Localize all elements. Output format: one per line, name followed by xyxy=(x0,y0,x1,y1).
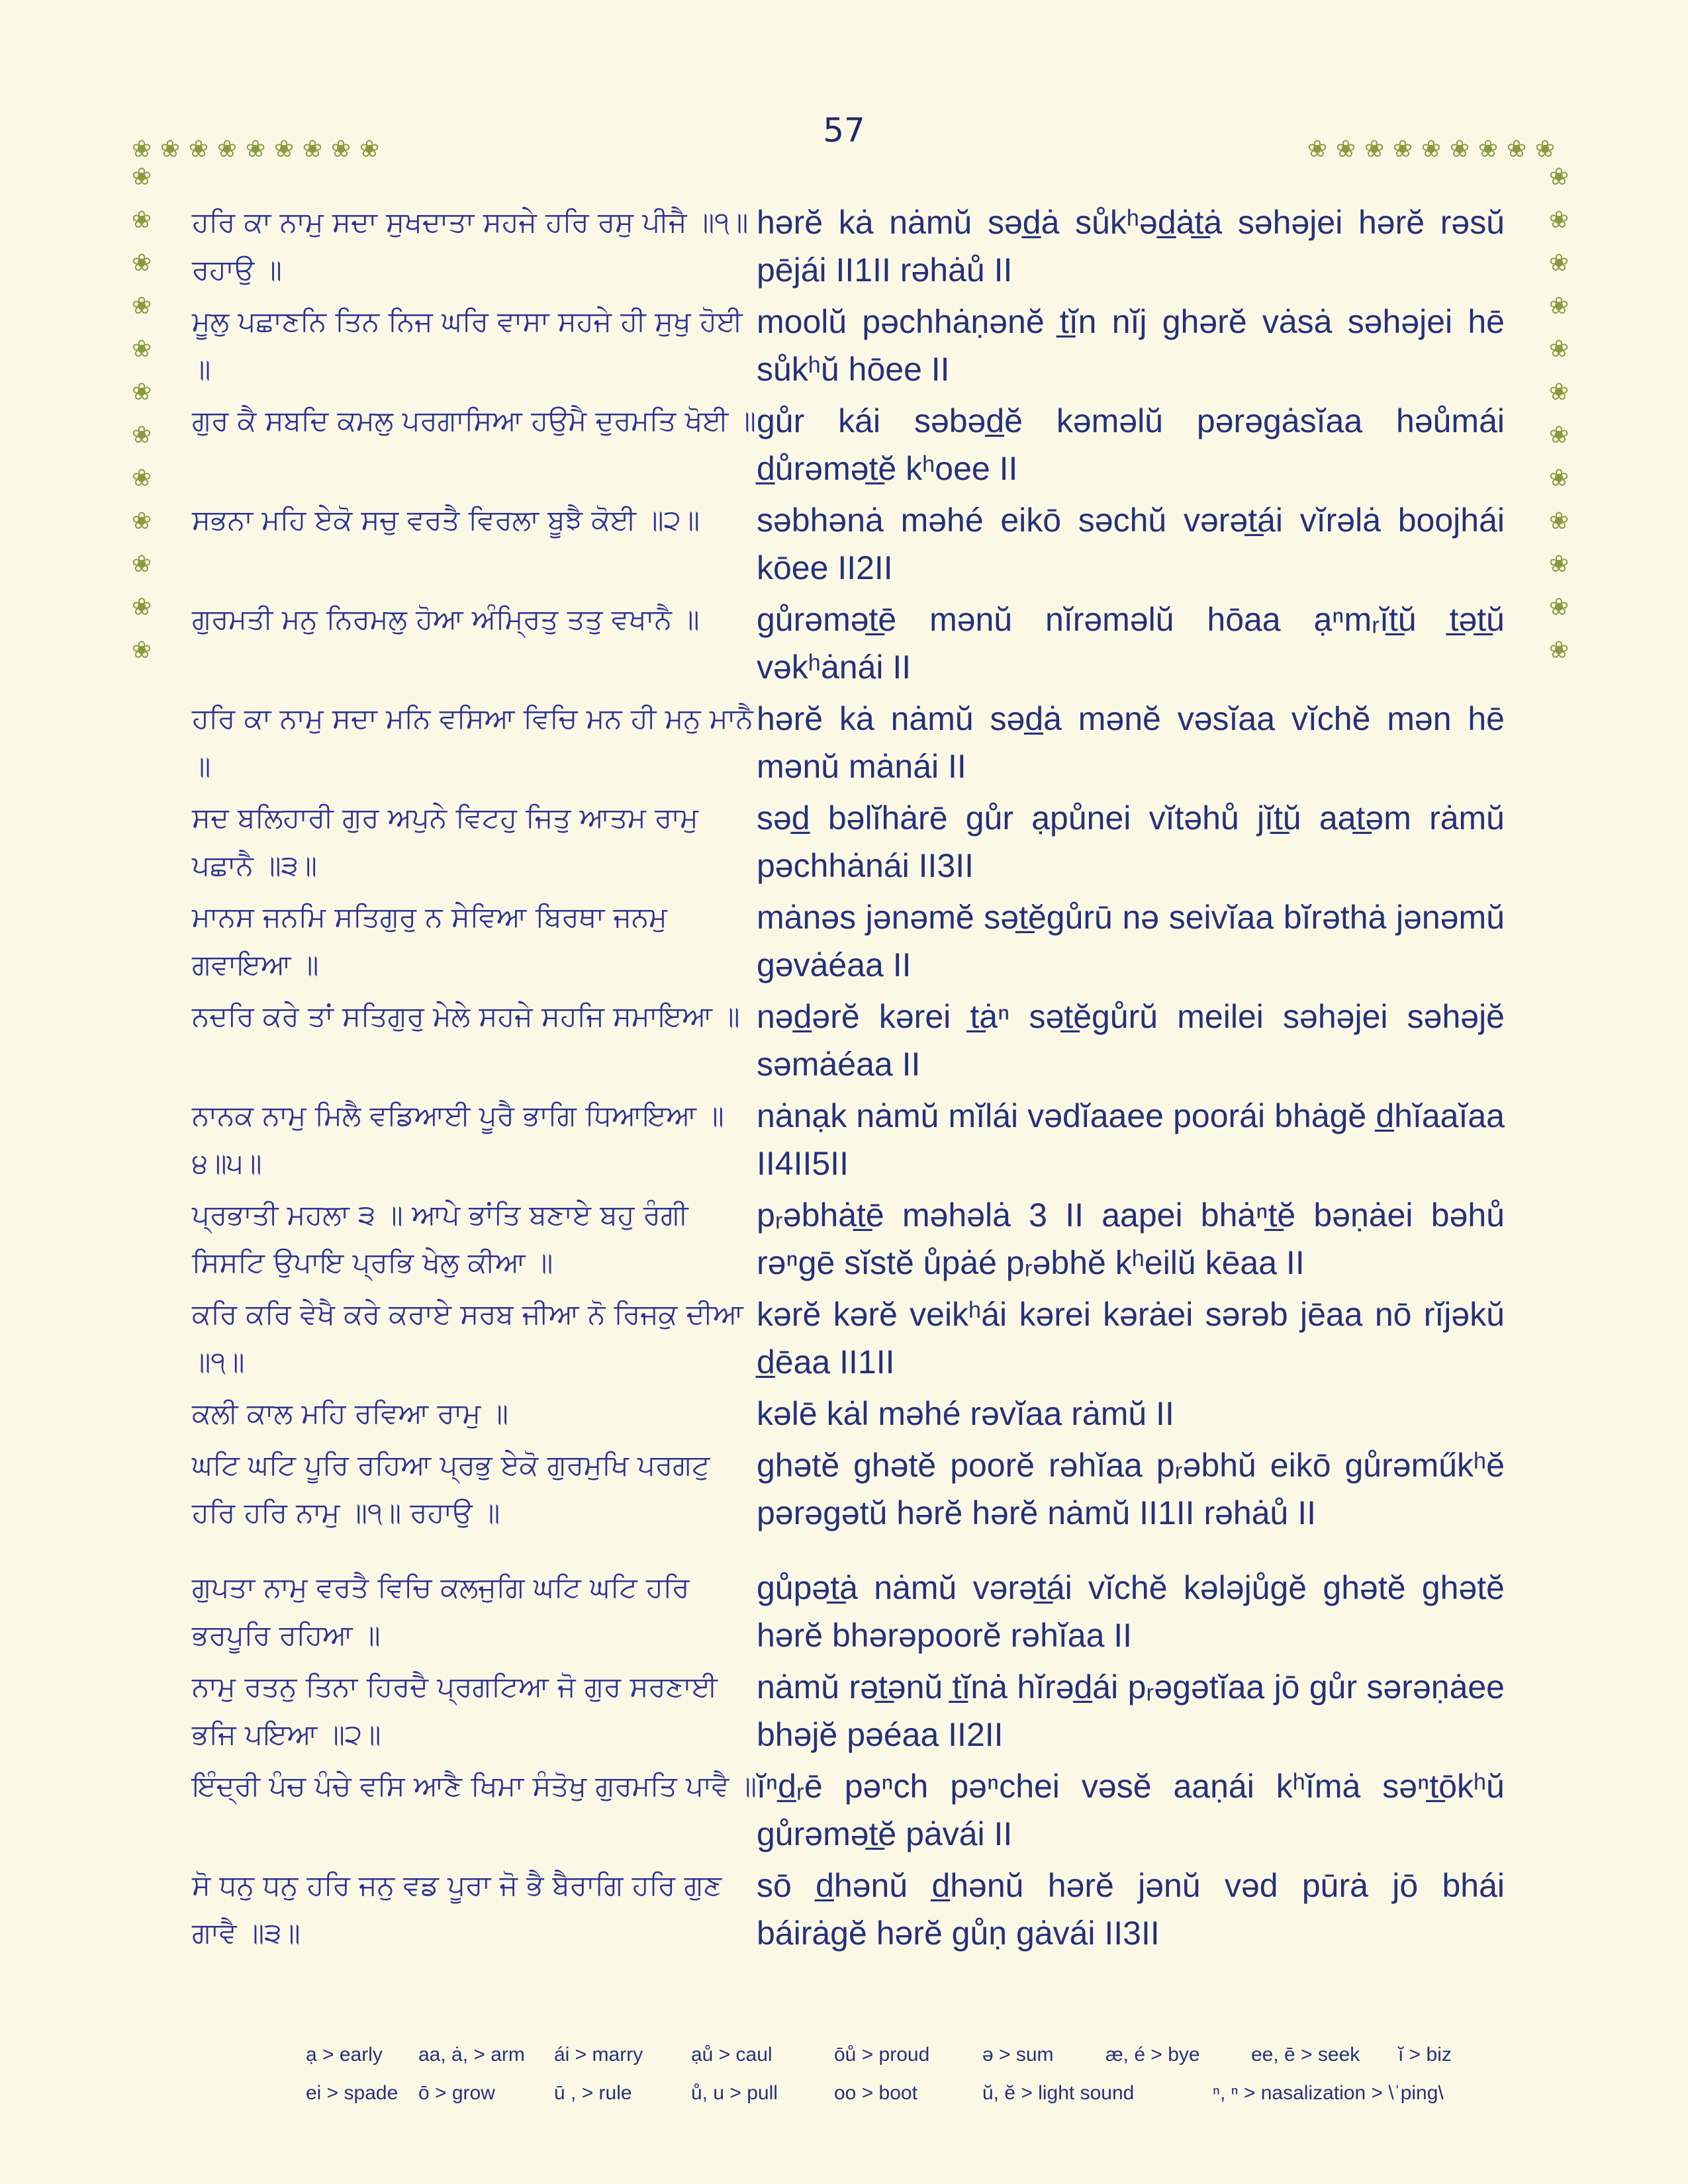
verse-row xyxy=(192,1191,1529,1291)
transliteration-text: nȧnạk nȧmŭ mĭlái vədĭaaee poorái bhȧgĕ d̲hĭaaĭaa II4II5II xyxy=(757,1097,1505,1182)
gurmukhi-text: ਸਭਨਾ ਮਹਿ ਏਕੋ ਸਚੁ ਵਰਤੈ ਵਿਰਲਾ ਬੂਝੈ ਕੋਈ ॥੨॥ xyxy=(192,504,700,536)
transliteration-text: gůr kái səbəd̲ĕ kəməlŭ pərəgȧsĭaa həůmái d̲ůrəmət̲ĕ kʰoee II xyxy=(757,402,1505,487)
verse-row xyxy=(192,496,1529,596)
eight-petal-flower-icon: ❀ xyxy=(1548,250,1570,277)
transliteration-text: gůrəmət̲ē mənŭ nĭrəməlŭ hōaa ạⁿmᵣĭt̲ŭ t̲ət̲ŭ vəkʰȧnái II xyxy=(757,601,1505,686)
transliteration-text: nȧmŭ rət̲ənŭ t̲ĭnȧ hĭrəd̲ái pᵣəgətĭaa jō gůr sərəṇȧee bhəjĕ pəéaa II2II xyxy=(757,1668,1505,1753)
gurmukhi-text: ਸੋ ਧਨੁ ਧਨੁ ਹਰਿ ਜਨੁ ਵਡ ਪੂਰਾ ਜੋ ਭੈ ਬੈਰਾਗਿ ਹਰਿ ਗੁਣ ਗਾਵੈ ॥੩॥ xyxy=(192,1869,722,1949)
eight-petal-flower-icon: ❀ xyxy=(1392,136,1413,163)
eight-petal-flower-icon: ❀ xyxy=(302,136,323,163)
eight-petal-flower-icon: ❀ xyxy=(1548,163,1570,191)
gurmukhi-text: ਸਦ ਬਲਿਹਾਰੀ ਗੁਰ ਅਪੁਨੇ ਵਿਟਹੁ ਜਿਤੁ ਆਤਮ ਰਾਮੁ ਪਛਾਨੈ ॥੩॥ xyxy=(192,801,698,882)
eight-petal-flower-icon: ❀ xyxy=(1548,293,1570,320)
eight-petal-flower-icon: ❀ xyxy=(131,336,152,363)
eight-petal-flower-icon: ❀ xyxy=(131,250,152,277)
transliteration-text: hərĕ kȧ nȧmŭ səd̲ȧ sůkʰəd̲ȧt̲ȧ səhəjei hərĕ rəsŭ pējái II1II rəhȧů II xyxy=(757,204,1505,289)
gurmukhi-text: ਹਰਿ ਕਾ ਨਾਮੁ ਸਦਾ ਸੁਖਦਾਤਾ ਸਹਜੇ ਹਰਿ ਰਸੁ ਪੀਜੈ ॥੧॥ ਰਹਾਉ ॥ xyxy=(192,206,749,286)
verse-row xyxy=(192,199,1529,298)
legend-item: ŭ, ĕ > light sound xyxy=(982,2082,1135,2104)
transliteration-text: səbhənȧ məhé eikō səchŭ vərət̲ái vĭrəlȧ boojhái kōee II2II xyxy=(757,502,1505,586)
eight-petal-flower-icon: ❀ xyxy=(131,551,152,578)
transliteration-text: ĭⁿd̲ᵣē pəⁿch pəⁿchei vəsĕ aaṇái kʰĭmȧ səⁿt̲ōkʰŭ gůrəmət̲ĕ pȧvái II xyxy=(757,1768,1505,1852)
transliteration-text: sō d̲hənŭ d̲hənŭ hərĕ jənŭ vəd pūrȧ jō bhái báirȧgĕ hərĕ gůṇ gȧvái II3II xyxy=(757,1867,1505,1952)
eight-petal-flower-icon: ❀ xyxy=(131,163,152,191)
verse-list xyxy=(192,199,1529,1961)
legend-item: aa, ȧ, > arm xyxy=(418,2044,525,2066)
legend-item: ⁿ, ⁿ > nasalization > \ˈping\ xyxy=(1213,2082,1444,2104)
legend-item: ái > marry xyxy=(554,2044,643,2066)
eight-petal-flower-icon: ❀ xyxy=(131,594,152,621)
eight-petal-flower-icon: ❀ xyxy=(359,136,380,163)
legend-item: ạ > early xyxy=(306,2044,383,2066)
eight-petal-flower-icon: ❀ xyxy=(188,136,209,163)
transliteration-text: nəd̲ərĕ kərei t̲ȧⁿ sət̲ĕgůrŭ meilei səhəjei səhəjĕ səmȧéaa II xyxy=(757,998,1505,1083)
verse-row xyxy=(192,794,1529,893)
transliteration-text: mȧnəs jənəmĕ sət̲ĕgůrū nə seivĭaa bĭrəthȧ jənəmŭ gəvȧéaa II xyxy=(757,899,1505,983)
eight-petal-flower-icon: ❀ xyxy=(131,637,152,664)
gurmukhi-text: ਨਾਮੁ ਰਤਨੁ ਤਿਨਾ ਹਿਰਦੈ ਪ੍ਰਗਟਿਆ ਜੋ ਗੁਰ ਸਰਣਾਈ ਭਜਿ ਪਇਆ ॥੨॥ xyxy=(192,1670,718,1751)
eight-petal-flower-icon: ❀ xyxy=(131,422,152,449)
gurmukhi-text: ਨਦਰਿ ਕਰੇ ਤਾਂ ਸਤਿਗੁਰੁ ਮੇਲੇ ਸਹਜੇ ਸਹਜਿ ਸਮਾਇਆ ॥ xyxy=(192,1000,740,1032)
transliteration-text: moolŭ pəchhȧṇənĕ t̲ĭn nĭj ghərĕ vȧsȧ səhəjei hē sůkʰŭ hōee II xyxy=(757,303,1505,388)
eight-petal-flower-icon: ❀ xyxy=(131,508,152,535)
gurmukhi-text: ਕਲੀ ਕਾਲ ਮਹਿ ਰਵਿਆ ਰਾਮੁ ॥ xyxy=(192,1397,508,1430)
verse-row xyxy=(192,298,1529,397)
legend-item: ū , > rule xyxy=(554,2082,632,2104)
legend-item: ee, ē > seek xyxy=(1251,2044,1360,2066)
verse-row xyxy=(192,1390,1529,1441)
transliteration-text: pᵣəbhȧt̲ē məhəlȧ 3 II aapei bhȧⁿt̲ĕ bəṇȧei bəhů rəⁿgē sĭstĕ ůpȧé pᵣəbhĕ kʰeilŭ kēaa II xyxy=(757,1197,1505,1281)
gurmukhi-text: ਮੂਲੁ ਪਛਾਣਨਿ ਤਿਨ ਨਿਜ ਘਰਿ ਵਾਸਾ ਸਹਜੇ ਹੀ ਸੁਖੁ ਹੋਈ ॥ xyxy=(192,305,743,385)
eight-petal-flower-icon: ❀ xyxy=(1548,551,1570,578)
verse-row xyxy=(192,1291,1529,1390)
transliteration-text: ghətĕ ghətĕ poorĕ rəhĭaa pᵣəbhŭ eikō gůrəműkʰĕ pərəgətŭ hərĕ hərĕ nȧmŭ II1II rəhȧů II xyxy=(757,1447,1505,1531)
page-number: 57 xyxy=(823,111,865,150)
legend-item: ů, u > pull xyxy=(691,2082,778,2104)
legend-item: ə > sum xyxy=(982,2044,1054,2066)
gurmukhi-text: ਇੰਦ੍ਰੀ ਪੰਚ ਪੰਚੇ ਵਸਿ ਆਣੈ ਖਿਮਾ ਸੰਤੋਖੁ ਗੁਰਮਤਿ ਪਾਵੈ ॥ xyxy=(192,1770,757,1802)
eight-petal-flower-icon: ❀ xyxy=(1548,336,1570,363)
verse-row xyxy=(192,1564,1529,1663)
legend-item: ō > grow xyxy=(418,2082,495,2104)
legend-item: ĭ > biz xyxy=(1398,2044,1452,2066)
gurmukhi-text: ਹਰਿ ਕਾ ਨਾਮੁ ਸਦਾ ਮਨਿ ਵਸਿਆ ਵਿਚਿ ਮਨ ਹੀ ਮਨੁ ਮਾਨੈ ॥ xyxy=(192,702,753,782)
legend-item: ei > spade xyxy=(306,2082,399,2104)
gurmukhi-text: ਨਾਨਕ ਨਾਮੁ ਮਿਲੈ ਵਡਿਆਈ ਪੂਰੈ ਭਾਗਿ ਧਿਆਇਆ ॥੪॥੫॥ xyxy=(192,1099,724,1179)
eight-petal-flower-icon: ❀ xyxy=(273,136,295,163)
eight-petal-flower-icon: ❀ xyxy=(160,136,181,163)
eight-petal-flower-icon: ❀ xyxy=(1548,379,1570,406)
verse-row xyxy=(192,1862,1529,1961)
eight-petal-flower-icon: ❀ xyxy=(1335,136,1356,163)
gurmukhi-text: ਗੁਰਮਤੀ ਮਨੁ ਨਿਰਮਲੁ ਹੋਆ ਅੰਮ੍ਰਿਤੁ ਤਤੁ ਵਖਾਨੈ ॥ xyxy=(192,603,700,635)
transliteration-text: kərĕ kərĕ veikʰái kərei kərȧei sərəb jēaa nō rĭjəkŭ d̲ēaa II1II xyxy=(757,1296,1505,1381)
eight-petal-flower-icon: ❀ xyxy=(1548,594,1570,621)
eight-petal-flower-icon: ❀ xyxy=(131,206,152,234)
eight-petal-flower-icon: ❀ xyxy=(1477,136,1499,163)
eight-petal-flower-icon: ❀ xyxy=(1548,508,1570,535)
verse-row xyxy=(192,397,1529,496)
verse-row xyxy=(192,596,1529,695)
gurmukhi-text: ਕਰਿ ਕਰਿ ਵੇਖੈ ਕਰੇ ਕਰਾਏ ਸਰਬ ਜੀਆ ਨੋ ਰਿਜਕੁ ਦੀਆ ॥੧॥ xyxy=(192,1298,743,1378)
eight-petal-flower-icon: ❀ xyxy=(245,136,266,163)
legend-item: ōů > proud xyxy=(834,2044,930,2066)
verse-row xyxy=(192,993,1529,1092)
eight-petal-flower-icon: ❀ xyxy=(1364,136,1385,163)
transliteration-text: kəlē kȧl məhé rəvĭaa rȧmŭ II xyxy=(757,1395,1174,1432)
gurmukhi-text: ਗੁਰ ਕੈ ਸਬਦਿ ਕਮਲੁ ਪਰਗਾਸਿਆ ਹਉਮੈ ਦੁਰਮਤਿ ਖੋਈ ॥ xyxy=(192,404,757,437)
eight-petal-flower-icon: ❀ xyxy=(1548,637,1570,664)
eight-petal-flower-icon: ❀ xyxy=(1548,206,1570,234)
verse-row xyxy=(192,893,1529,993)
verse-row xyxy=(192,1441,1529,1564)
gurmukhi-text: ਮਾਨਸ ਜਨਮਿ ਸਤਿਗੁਰੁ ਨ ਸੇਵਿਆ ਬਿਰਥਾ ਜਨਮੁ ਗਵਾਇਆ ॥ xyxy=(192,901,667,981)
legend-item: ạů > caul xyxy=(691,2044,773,2066)
eight-petal-flower-icon: ❀ xyxy=(1307,136,1328,163)
eight-petal-flower-icon: ❀ xyxy=(131,379,152,406)
eight-petal-flower-icon: ❀ xyxy=(216,136,238,163)
transliteration-text: gůpət̲ȧ nȧmŭ vərət̲ái vĭchĕ kələjůgĕ ghətĕ ghətĕ hərĕ bhərəpoorĕ rəhĭaa II xyxy=(757,1569,1505,1654)
eight-petal-flower-icon: ❀ xyxy=(1548,465,1570,492)
eight-petal-flower-icon: ❀ xyxy=(1449,136,1470,163)
verse-row xyxy=(192,1092,1529,1191)
eight-petal-flower-icon: ❀ xyxy=(1506,136,1527,163)
gurmukhi-text: ਘਟਿ ਘਟਿ ਪੂਰਿ ਰਹਿਆ ਪ੍ਰਭੁ ਏਕੋ ਗੁਰਮੁਖਿ ਪਰਗਟੁ ਹਰਿ ਹਰਿ ਨਾਮੁ ॥੧॥ ਰਹਾਉ ॥ xyxy=(192,1449,710,1529)
verse-row xyxy=(192,1663,1529,1762)
eight-petal-flower-icon: ❀ xyxy=(131,136,152,163)
eight-petal-flower-icon: ❀ xyxy=(131,293,152,320)
verse-row xyxy=(192,695,1529,794)
eight-petal-flower-icon: ❀ xyxy=(131,465,152,492)
gurmukhi-text: ਗੁਪਤਾ ਨਾਮੁ ਵਰਤੈ ਵਿਚਿ ਕਲਜੁਗਿ ਘਟਿ ਘਟਿ ਹਰਿ ਭਰਪੂਰਿ ਰਹਿਆ ॥ xyxy=(192,1571,690,1651)
eight-petal-flower-icon: ❀ xyxy=(1548,422,1570,449)
legend-item: oo > boot xyxy=(834,2082,917,2104)
transliteration-text: hərĕ kȧ nȧmŭ səd̲ȧ mənĕ vəsĭaa vĭchĕ mən hē mənŭ mȧnái II xyxy=(757,700,1505,785)
eight-petal-flower-icon: ❀ xyxy=(330,136,352,163)
transliteration-text: səd̲ bəlĭhȧrē gůr ạpůnei vĭtəhů jĭt̲ŭ aat̲əm rȧmŭ pəchhȧnái II3II xyxy=(757,799,1505,884)
eight-petal-flower-icon: ❀ xyxy=(1534,136,1556,163)
legend-item: æ, é > bye xyxy=(1105,2044,1200,2066)
gurmukhi-text: ਪ੍ਰਭਾਤੀ ਮਹਲਾ ੩ ॥ ਆਪੇ ਭਾਂਤਿ ਬਣਾਏ ਬਹੁ ਰੰਗੀ ਸਿਸਟਿ ਉਪਾਇ ਪ੍ਰਭਿ ਖੇਲੁ ਕੀਆ ॥ xyxy=(192,1199,688,1279)
verse-row xyxy=(192,1762,1529,1862)
eight-petal-flower-icon: ❀ xyxy=(1421,136,1442,163)
